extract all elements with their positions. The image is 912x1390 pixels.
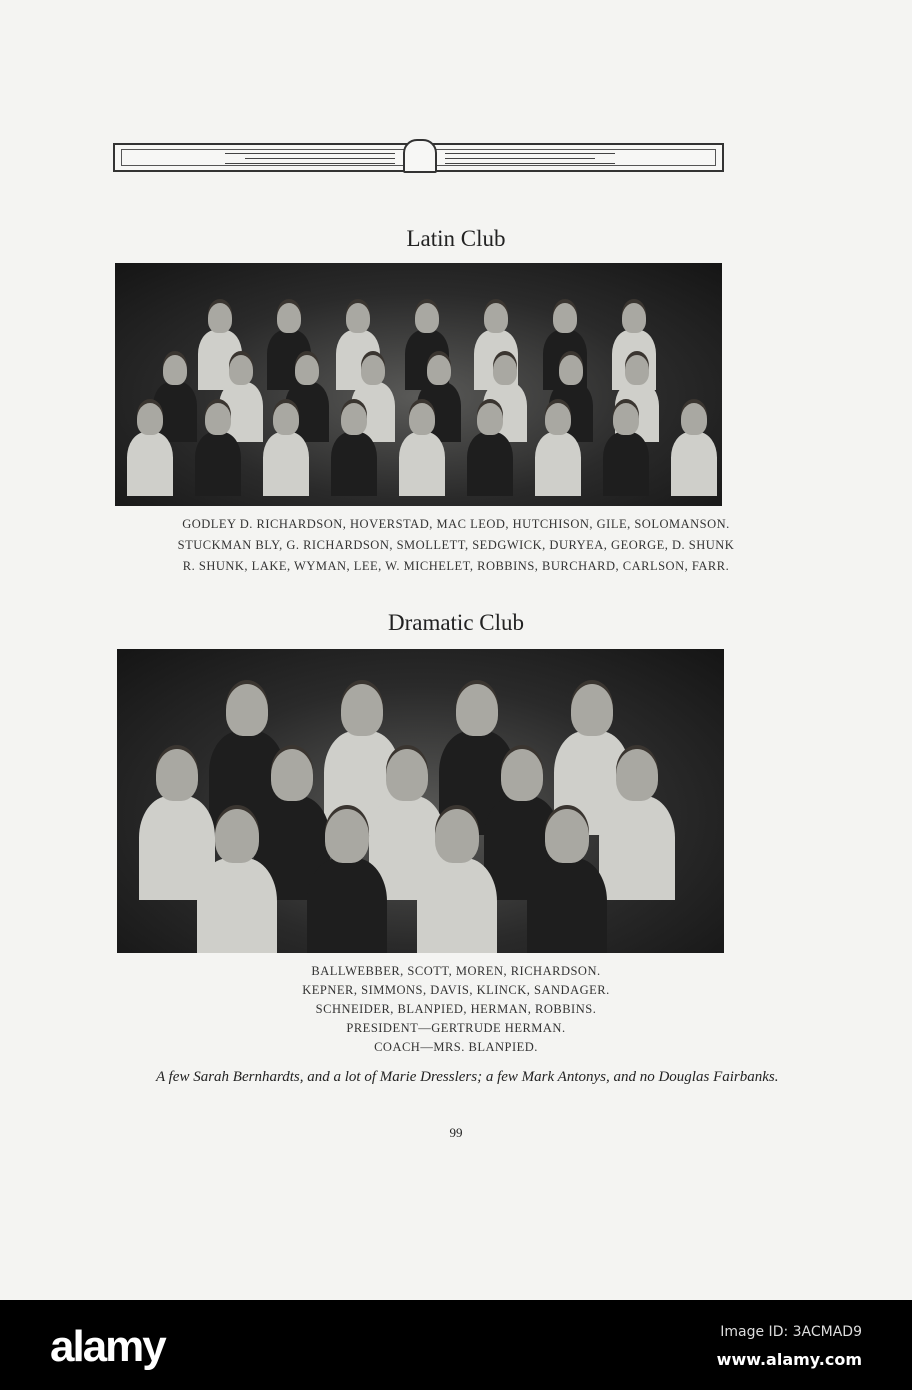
photo-figure-face	[325, 809, 369, 863]
decorative-header-ornament	[113, 143, 724, 172]
photo-figure	[399, 432, 446, 496]
photo-figure	[195, 432, 242, 496]
caption-line: STUCKMAN BLY, G. RICHARDSON, SMOLLETT, SEDGWICK, DURYEA, GEORGE, D. SHUNK	[177, 538, 735, 552]
dramatic-club-title: Dramatic Club	[387, 610, 525, 635]
photo-figure	[417, 858, 496, 953]
photo-figure-face	[625, 355, 649, 385]
photo-figure	[535, 432, 582, 496]
photo-figure-face	[427, 355, 451, 385]
photo-figure-face	[559, 355, 583, 385]
watermark-url: www.alamy.com	[716, 1350, 862, 1369]
dramatic-club-group-photo	[117, 649, 724, 953]
photo-figure-face	[613, 403, 639, 435]
image-id: Image ID: 3ACMAD9	[720, 1324, 862, 1340]
photo-figure-face	[205, 403, 231, 435]
photo-figure-face	[295, 355, 319, 385]
photo-figure	[527, 858, 606, 953]
photo-figure-face	[681, 403, 707, 435]
photo-figure-face	[435, 809, 479, 863]
photo-figure-face	[553, 303, 577, 333]
latin-club-caption	[0, 514, 912, 577]
photo-figure-face	[571, 684, 613, 736]
photo-figure-face	[386, 749, 428, 801]
photo-figure	[331, 432, 378, 496]
dramatic-club-caption	[0, 962, 912, 1057]
photo-figure	[599, 796, 675, 900]
alamy-logo: alamy	[50, 1322, 165, 1371]
photo-figure-face	[361, 355, 385, 385]
photo-figure-face	[271, 749, 313, 801]
photo-figure-face	[415, 303, 439, 333]
photo-figure	[263, 432, 310, 496]
photo-figure-face	[277, 303, 301, 333]
photo-figure-face	[616, 749, 658, 801]
photo-figure	[603, 432, 650, 496]
photo-figure-face	[493, 355, 517, 385]
photo-figure-face	[622, 303, 646, 333]
photo-figure-face	[346, 303, 370, 333]
caption-line: KEPNER, SIMMONS, DAVIS, KLINCK, SANDAGER.	[302, 983, 610, 997]
caption-line: PRESIDENT—GERTRUDE HERMAN.	[346, 1021, 566, 1035]
photo-figure	[671, 432, 718, 496]
photo-figure-face	[477, 403, 503, 435]
caption-line: SCHNEIDER, BLANPIED, HERMAN, ROBBINS.	[315, 1002, 597, 1016]
photo-figure-face	[341, 684, 383, 736]
caption-line: GODLEY D. RICHARDSON, HOVERSTAD, MAC LEOD, HUTCHISON, GILE, SOLOMANSON.	[182, 517, 730, 531]
latin-club-title: Latin Club	[406, 226, 506, 251]
photo-figure-face	[156, 749, 198, 801]
caption-line: COACH—MRS. BLANPIED.	[374, 1040, 538, 1054]
watermark-footer	[0, 1300, 912, 1390]
photo-figure-face	[273, 403, 299, 435]
latin-club-group-photo	[115, 263, 722, 506]
photo-figure-face	[163, 355, 187, 385]
photo-figure-face	[484, 303, 508, 333]
photo-figure-face	[545, 809, 589, 863]
caption-line: R. SHUNK, LAKE, WYMAN, LEE, W. MICHELET, ROBBINS, BURCHARD, CARLSON, FARR.	[182, 559, 730, 573]
photo-figure	[127, 432, 174, 496]
photo-figure-face	[501, 749, 543, 801]
photo-figure-face	[229, 355, 253, 385]
photo-figure-face	[341, 403, 367, 435]
photo-figure-face	[545, 403, 571, 435]
page-number: 99	[449, 1125, 463, 1140]
photo-figure	[197, 858, 276, 953]
photo-figure-face	[137, 403, 163, 435]
photo-figure-face	[208, 303, 232, 333]
photo-figure	[307, 858, 386, 953]
caption-line: BALLWEBBER, SCOTT, MOREN, RICHARDSON.	[311, 964, 601, 978]
quote-text: A few Sarah Bernhardts, and a lot of Marie Dresslers; a few Mark Antonys, and no Douglas Fairbanks.	[156, 1069, 779, 1085]
photo-figure-face	[215, 809, 259, 863]
photo-figure	[467, 432, 514, 496]
photo-figure-face	[409, 403, 435, 435]
photo-figure-face	[456, 684, 498, 736]
photo-figure-face	[226, 684, 268, 736]
